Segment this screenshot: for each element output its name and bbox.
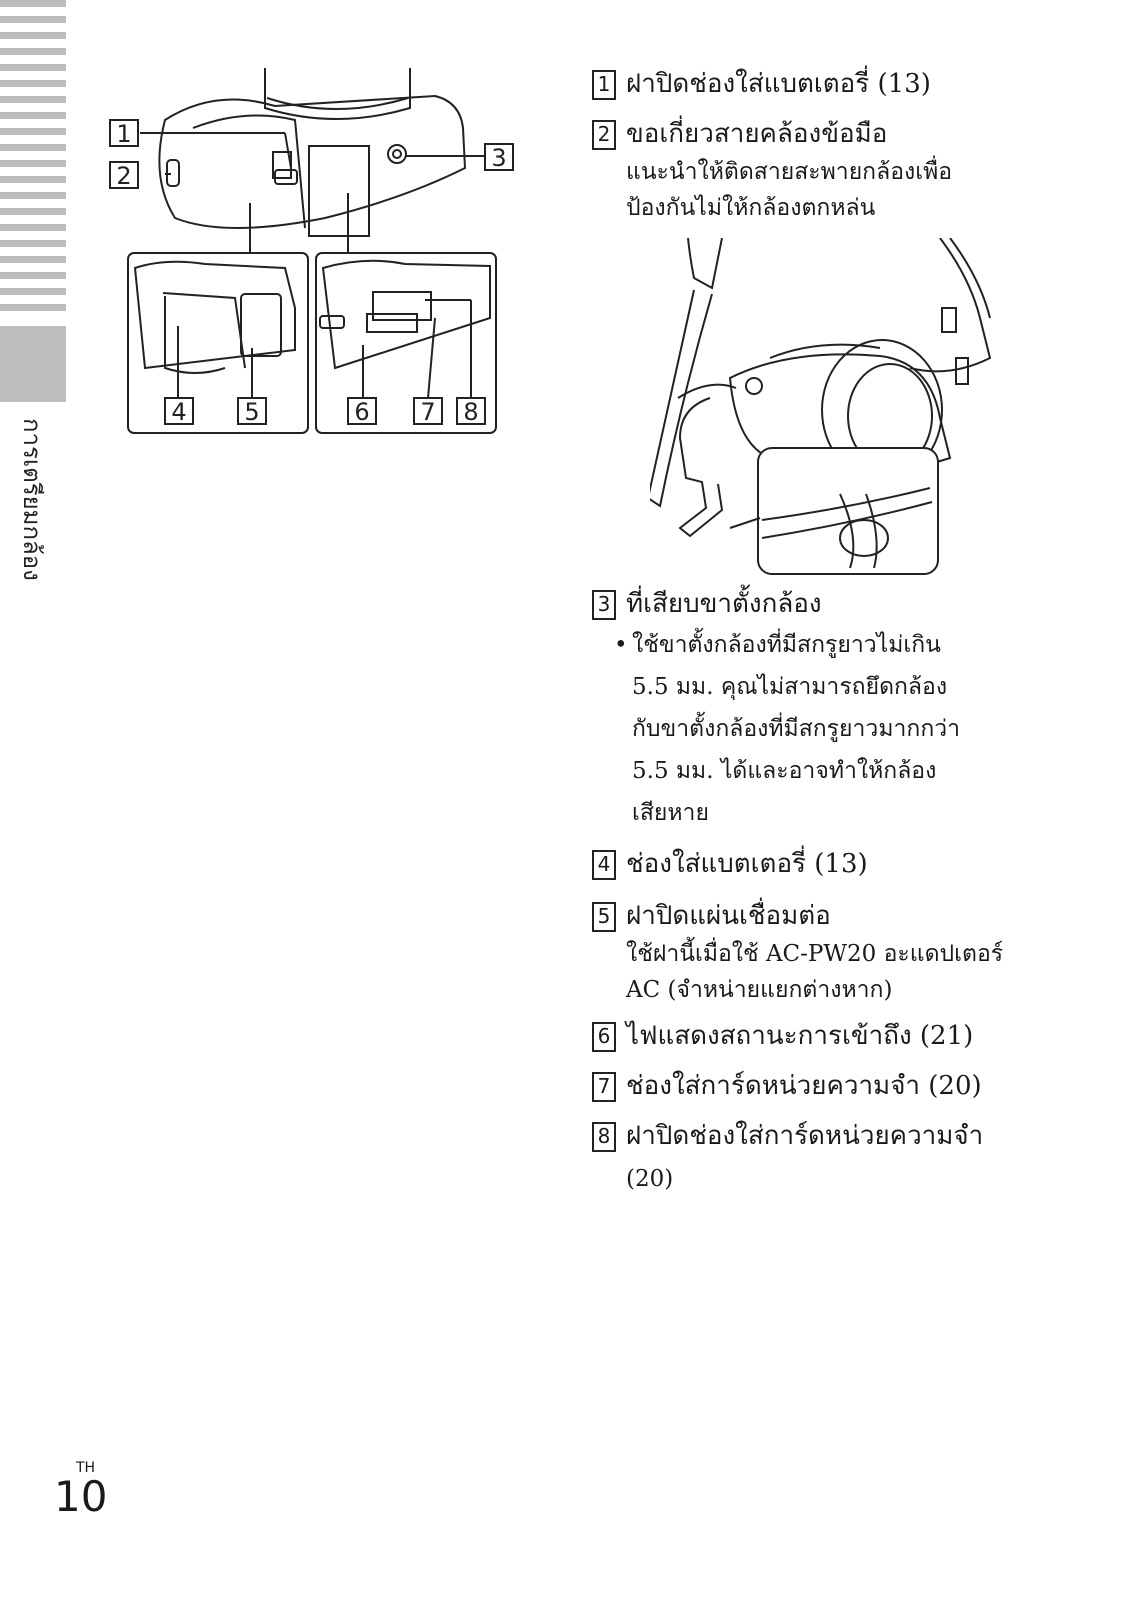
item-number: 4 — [592, 850, 616, 880]
callout-7: 7 — [420, 398, 436, 426]
language-code: TH — [76, 1460, 96, 1476]
item-title: ขอเกี่ยวสายคล้องข้อมือ — [626, 119, 888, 149]
bullet-line: • ใช้ขาตั้งกล้องที่มีสกรูยาวไม่เกิน — [614, 632, 941, 658]
bullet-line: กับขาตั้งกล้องที่มีสกรูยาวมากกว่า — [632, 716, 961, 742]
list-item — [592, 114, 1032, 226]
list-item — [592, 844, 1032, 884]
item-description: AC (จำหน่ายแยกต่างหาก) — [626, 977, 893, 1003]
list-item — [592, 1066, 1032, 1106]
list-item — [592, 584, 1032, 834]
list-item — [592, 1116, 1032, 1202]
margin-stripes — [0, 0, 66, 320]
page-number — [54, 1460, 107, 1521]
list-item — [592, 64, 1032, 104]
callout-1: 1 — [116, 120, 132, 148]
item-title: ฝาปิดช่องใส่แบตเตอรี่ (13) — [626, 69, 931, 99]
item-number: 1 — [592, 70, 616, 100]
callout-6: 6 — [354, 398, 370, 426]
section-label: การเตรียมกล้อง — [18, 418, 46, 581]
item-number: 3 — [592, 590, 616, 620]
camera-bottom-diagram — [105, 68, 525, 438]
item-description: แนะนำให้ติดสายสะพายกล้องเพื่อ — [626, 159, 953, 185]
item-title: ฝาปิดแผ่นเชื่อมต่อ — [626, 901, 831, 931]
item-title: ช่องใส่การ์ดหน่วยความจำ (20) — [626, 1071, 982, 1101]
item-number: 5 — [592, 902, 616, 932]
parts-list — [592, 64, 1032, 1202]
item-title: ไฟแสดงสถานะการเข้าถึง (21) — [626, 1021, 974, 1051]
callout-2: 2 — [116, 162, 132, 190]
callout-3: 3 — [491, 144, 507, 172]
callout-8: 8 — [463, 398, 479, 426]
callout-5: 5 — [244, 398, 260, 426]
list-item — [592, 896, 1032, 1008]
bullet-line: 5.5 มม. ได้และอาจทำให้กล้อง — [632, 758, 937, 784]
item-title: ช่องใส่แบตเตอรี่ (13) — [626, 849, 868, 879]
bullet-line: 5.5 มม. คุณไม่สามารถยึดกล้อง — [632, 674, 948, 700]
item-number: 7 — [592, 1072, 616, 1102]
item-number: 2 — [592, 120, 616, 150]
section-marker — [0, 326, 66, 402]
item-description: ใช้ฝานี้เมื่อใช้ AC-PW20 อะแดปเตอร์ — [626, 941, 1004, 967]
list-item — [592, 1016, 1032, 1056]
item-number: 6 — [592, 1022, 616, 1052]
item-title: ที่เสียบขาตั้งกล้อง — [626, 589, 822, 619]
item-number: 8 — [592, 1122, 616, 1152]
callout-4: 4 — [171, 398, 187, 426]
page-number-value: 10 — [54, 1472, 108, 1521]
item-description: (20) — [626, 1166, 674, 1192]
item-title: ฝาปิดช่องใส่การ์ดหน่วยความจำ — [626, 1121, 984, 1151]
bullet-line: เสียหาย — [632, 800, 709, 826]
item-description: ป้องกันไม่ให้กล้องตกหล่น — [626, 195, 876, 221]
